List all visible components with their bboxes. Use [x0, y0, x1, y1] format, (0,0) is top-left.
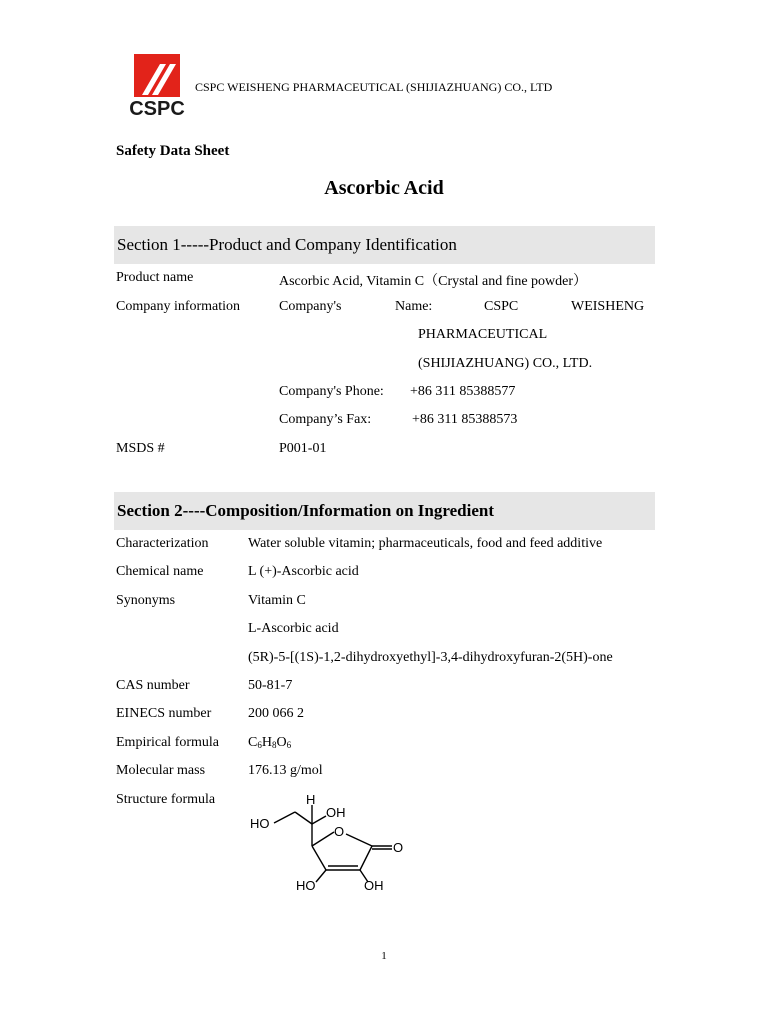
bond — [295, 812, 312, 824]
bond — [312, 816, 326, 824]
company-name-line-2: PHARMACEUTICAL — [418, 327, 548, 342]
company-name-word-1: CSPC — [484, 299, 519, 314]
chemical-name-value: L (+)-Ascorbic acid — [248, 564, 359, 579]
synonym-item: L-Ascorbic acid — [248, 621, 339, 636]
bond — [274, 812, 295, 823]
synonyms-label: Synonyms — [116, 593, 176, 608]
synonym-item: Vitamin C — [248, 593, 306, 608]
einecs-label: EINECS number — [116, 706, 212, 721]
company-name-line-3: (SHIJIAZHUANG) CO., LTD. — [418, 356, 593, 371]
phone-value: +86 311 85388577 — [410, 384, 516, 399]
atom-label: HO — [250, 816, 270, 831]
document-title: Ascorbic Acid — [324, 177, 444, 199]
einecs-value: 200 066 2 — [248, 706, 304, 721]
company-header: CSPC WEISHENG PHARMACEUTICAL (SHIJIAZHUANG) CO., LTD — [195, 80, 553, 94]
fax-label: Company’s Fax: — [279, 412, 372, 427]
company-info-label: Company information — [116, 299, 241, 314]
formula-label: Empirical formula — [116, 735, 220, 750]
company-name-word-2: WEISHENG — [571, 299, 645, 314]
chemical-name-label: Chemical name — [116, 564, 204, 579]
bond — [312, 846, 326, 870]
structure-formula-diagram — [248, 790, 418, 900]
structure-label: Structure formula — [116, 792, 216, 807]
formula-value: $C_6H_8O_6$ — [248, 735, 292, 750]
phone-label: Company's Phone: — [279, 384, 384, 399]
bond — [316, 870, 326, 882]
cas-label: CAS number — [116, 678, 190, 693]
atom-label: OH — [364, 878, 384, 893]
characterization-label: Characterization — [116, 536, 209, 551]
cas-value: 50-81-7 — [248, 678, 293, 693]
company-name-prefix-b: Name: — [395, 299, 433, 314]
page-number: 1 — [381, 950, 387, 962]
atom-label: OH — [326, 805, 346, 820]
product-name-label: Product name — [116, 270, 194, 285]
product-name-value: Ascorbic Acid, Vitamin C（Crystal and fine powder） — [279, 274, 588, 289]
document-type: Safety Data Sheet — [116, 143, 230, 159]
characterization-value: Water soluble vitamin; pharmaceuticals, food and feed additive — [248, 536, 603, 551]
fax-value: +86 311 85388573 — [412, 412, 518, 427]
bond — [346, 834, 372, 846]
bond — [360, 846, 372, 870]
company-name-prefix-a: Company's — [279, 299, 342, 314]
company-logo — [120, 52, 194, 118]
msds-label: MSDS # — [116, 441, 165, 456]
atom-label: O — [334, 824, 345, 839]
section-1-heading: Section 1-----Product and Company Identification — [114, 226, 655, 264]
bond — [312, 832, 334, 846]
atom-label: O — [393, 840, 404, 855]
mass-label: Molecular mass — [116, 763, 206, 778]
section-2-heading: Section 2----Composition/Information on Ingredient — [114, 492, 655, 530]
atom-label: HO — [296, 878, 316, 893]
mass-value: 176.13 g/mol — [248, 763, 323, 778]
synonym-item: (5R)-5-[(1S)-1,2-dihydroxyethyl]-3,4-dihydroxyfuran-2(5H)-one — [248, 650, 613, 665]
atom-label: H — [306, 792, 316, 807]
msds-value: P001-01 — [279, 441, 327, 456]
logo-text: CSPC — [129, 98, 185, 118]
